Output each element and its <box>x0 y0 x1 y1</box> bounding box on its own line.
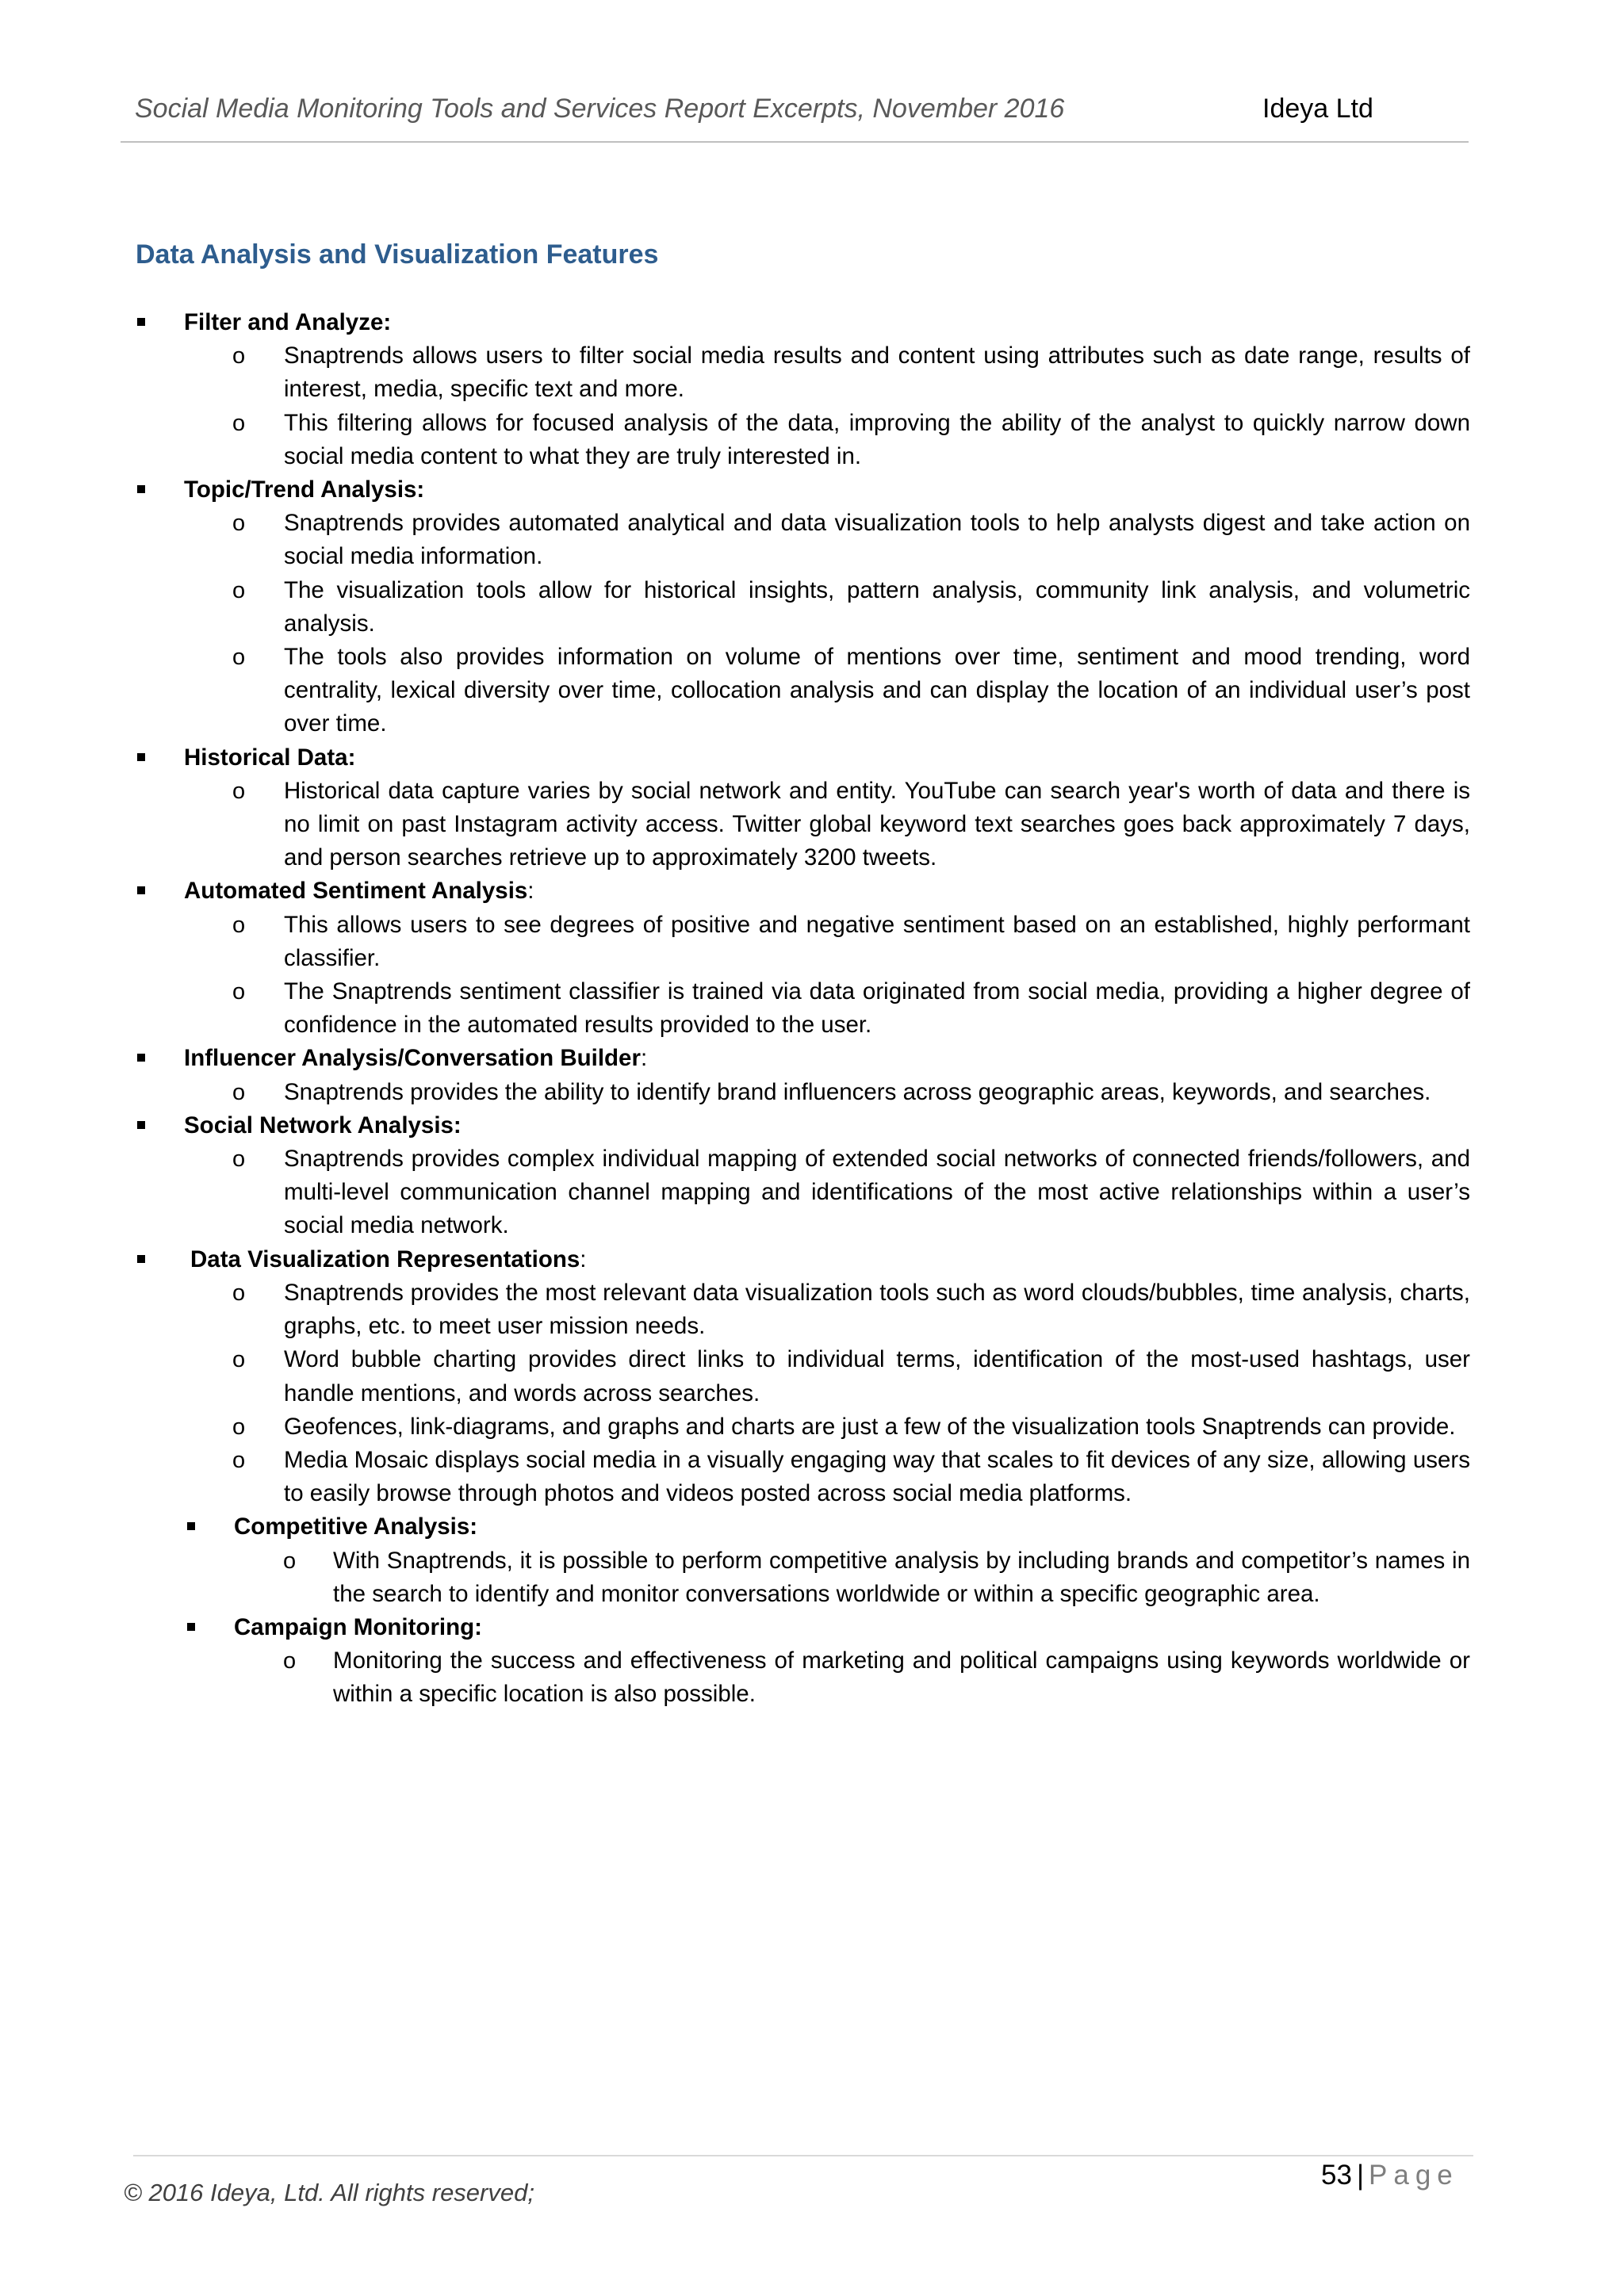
circle-bullet-icon: o <box>283 1648 297 1674</box>
list-item-heading: Filter and Analyze: <box>133 306 1470 339</box>
circle-bullet-icon: o <box>232 1079 246 1105</box>
square-bullet-icon <box>137 1054 145 1062</box>
list-item <box>133 874 1470 1042</box>
sub-list-item: o The Snaptrends sentiment classifier is trained via data originated from social media, providing a higher degree of confidence in the automated results provided to the user. <box>133 975 1470 1042</box>
list-item <box>133 1042 1470 1108</box>
circle-bullet-icon: o <box>232 778 246 804</box>
list-item-heading: Social Network Analysis: <box>133 1109 1470 1142</box>
nested-list <box>133 1510 1470 1711</box>
circle-bullet-icon: o <box>232 1414 246 1440</box>
page-number-value: 53 <box>1321 2160 1352 2191</box>
sub-list-item: o This filtering allows for focused analysis of the data, improving the ability of the analyst to quickly narrow down social media content to what they are truly interested in. <box>133 407 1470 473</box>
page-number <box>1321 2160 1459 2191</box>
list-item <box>133 1611 1470 1712</box>
circle-bullet-icon: o <box>232 511 246 537</box>
circle-bullet-icon: o <box>232 912 246 938</box>
header-title: Social Media Monitoring Tools and Services Report Excerpts, November 2016 <box>135 94 1065 124</box>
sub-list-item: o The tools also provides information on volume of mentions over time, sentiment and mood trending, word centrality, lexical diversity over time, collocation analysis and can display the location of an individual user’s post over time. <box>133 641 1470 741</box>
header-company: Ideya Ltd <box>1262 94 1373 124</box>
sub-list-item: o The visualization tools allow for historical insights, pattern analysis, community link analysis, and volumetric analysis. <box>133 574 1470 641</box>
sub-list-item: o With Snaptrends, it is possible to perform competitive analysis by including brands and competitor’s names in the search to identify and monitor conversations worldwide or within a specific geographic area. <box>133 1544 1470 1611</box>
sub-list-item: o Snaptrends provides automated analytical and data visualization tools to help analysts digest and take action on social media information. <box>133 507 1470 573</box>
footer-divider <box>133 2155 1473 2156</box>
sub-list-item: o Monitoring the success and effectiveness of marketing and political campaigns using keywords worldwide or within a specific location is also possible. <box>133 1644 1470 1711</box>
circle-bullet-icon: o <box>232 645 246 671</box>
square-bullet-icon <box>137 1255 145 1263</box>
section-heading: Data Analysis and Visualization Features <box>136 239 659 270</box>
sub-list-item: o Word bubble charting provides direct links to individual terms, identification of the most-used hashtags, user handle mentions, and words across searches. <box>133 1343 1470 1410</box>
sub-list-item: o Snaptrends provides the ability to identify brand influencers across geographic areas, keywords, and searches. <box>133 1076 1470 1109</box>
circle-bullet-icon: o <box>232 343 246 369</box>
list-item-heading: Campaign Monitoring: <box>133 1611 1470 1644</box>
square-bullet-icon <box>187 1522 195 1530</box>
list-item-heading: Topic/Trend Analysis: <box>133 473 1470 507</box>
sub-list-item: o Snaptrends provides the most relevant data visualization tools such as word clouds/bubbles, time analysis, charts, graphs, etc. to meet user mission needs. <box>133 1276 1470 1343</box>
sub-list-item: o Media Mosaic displays social media in a visually engaging way that scales to fit devices of any size, allowing users to easily browse through photos and videos posted across social media platforms. <box>133 1444 1470 1510</box>
page-header <box>121 94 1467 141</box>
sub-list-item: o Historical data capture varies by social network and entity. YouTube can search year's worth of data and there is no limit on past Instagram activity access. Twitter global keyword text searches goes back approximately 7 days, and person searches retrieve up to approximately 3200 tweets. <box>133 775 1470 875</box>
sub-list-item: o Snaptrends provides complex individual mapping of extended social networks of connected friends/followers, and multi-level communication channel mapping and identifications of the most active relationships within a user’s social media network. <box>133 1142 1470 1243</box>
footer-copyright: © 2016 Ideya, Ltd. All rights reserved; <box>124 2179 534 2206</box>
page-separator: | <box>1356 2160 1365 2191</box>
list-item-heading: Competitive Analysis: <box>133 1510 1470 1544</box>
square-bullet-icon <box>137 1121 145 1129</box>
sub-list-item: o Snaptrends allows users to filter social media results and content using attributes such as date range, results of interest, media, specific text and more. <box>133 339 1470 406</box>
list-item-heading: Automated Sentiment Analysis: <box>133 874 1470 908</box>
circle-bullet-icon: o <box>232 1280 246 1306</box>
list-item <box>133 306 1470 473</box>
list-item <box>133 741 1470 875</box>
sub-list-item: o This allows users to see degrees of positive and negative sentiment based on an established, highly performant classifier. <box>133 909 1470 975</box>
sub-list-item: o Geofences, link-diagrams, and graphs and charts are just a few of the visualization tools Snaptrends can provide. <box>133 1410 1470 1444</box>
list-item <box>133 1510 1470 1611</box>
circle-bullet-icon: o <box>232 1447 246 1473</box>
list-item <box>133 1109 1470 1243</box>
list-item-heading: Data Visualization Representations: <box>133 1243 1470 1276</box>
list-item-heading: Historical Data: <box>133 741 1470 775</box>
list-item <box>133 1243 1470 1511</box>
feature-list <box>133 306 1470 1712</box>
circle-bullet-icon: o <box>232 577 246 603</box>
header-divider <box>121 141 1469 143</box>
circle-bullet-icon: o <box>283 1548 297 1574</box>
list-item-heading: Influencer Analysis/Conversation Builder: <box>133 1042 1470 1075</box>
square-bullet-icon <box>137 886 145 894</box>
square-bullet-icon <box>137 753 145 761</box>
square-bullet-icon <box>137 318 145 326</box>
square-bullet-icon <box>137 485 145 493</box>
circle-bullet-icon: o <box>232 1146 246 1173</box>
circle-bullet-icon: o <box>232 1347 246 1373</box>
square-bullet-icon <box>187 1623 195 1631</box>
circle-bullet-icon: o <box>232 979 246 1005</box>
page-label: Page <box>1369 2160 1459 2191</box>
list-item <box>133 473 1470 741</box>
circle-bullet-icon: o <box>232 410 246 436</box>
